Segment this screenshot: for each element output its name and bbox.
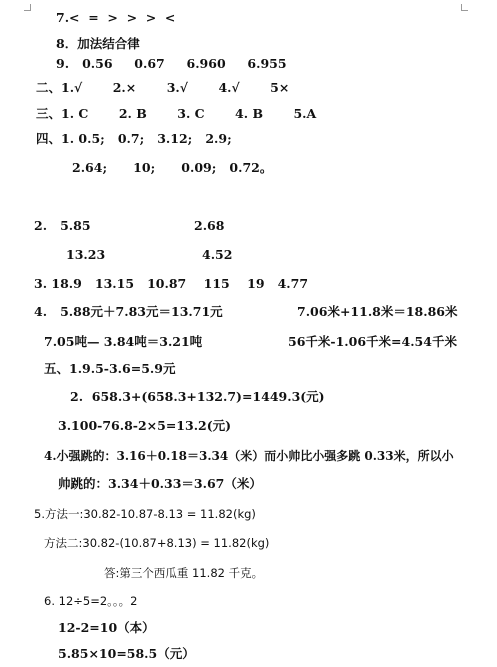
answer-line: 3. 18.9 13.15 10.87 115 19 4.77 xyxy=(34,276,309,291)
answer-line: 2. 658.3+(658.3+132.7)=1449.3(元) xyxy=(70,389,325,404)
answer-line: 4. 5.88元＋7.83元＝13.71元 xyxy=(34,304,223,319)
answer-line: 6. 12÷5=2。。。2 xyxy=(44,594,138,608)
answer-line: 5.方法一:30.82-10.87-8.13 = 11.82(kg) xyxy=(34,507,256,521)
answer-line: 方法二:30.82-(10.87+8.13) = 11.82(kg) xyxy=(44,536,270,550)
answer-line: 8．加法结合律 xyxy=(56,36,140,51)
answer-line: 2.64; 10; 0.09; 0.72。 xyxy=(72,160,273,175)
answer-line: 答:第三个西瓜重 11.82 千克。 xyxy=(104,566,264,580)
answer-line: 二、1.√ 2.× 3.√ 4.√ 5× xyxy=(36,80,290,95)
answer-line: 56千米-1.06千米=4.54千米 xyxy=(288,334,457,349)
crop-mark-top-left xyxy=(24,4,31,11)
answer-line: 2. 5.85 xyxy=(34,218,91,233)
answer-line: 3.100-76.8-2×5=13.2(元) xyxy=(58,418,232,433)
answer-line: 四、1. 0.5; 0.7; 3.12; 2.9; xyxy=(36,131,232,146)
answer-line: 7.< = > > > < xyxy=(56,10,176,25)
answer-line: 7.05吨— 3.84吨＝3.21吨 xyxy=(44,334,203,349)
answer-line: 12-2=10（本） xyxy=(58,620,155,635)
answer-line: 三、1. C 2. B 3. C 4. B 5.A xyxy=(36,106,317,121)
answer-line: 13.23 xyxy=(66,247,106,262)
crop-mark-top-right xyxy=(461,4,468,11)
answer-line: 5.85×10=58.5（元） xyxy=(58,646,195,661)
answer-line: 4.52 xyxy=(202,247,233,262)
answer-line: 4.小强跳的：3.16＋0.18＝3.34（米）而小帅比小强多跳 0.33米，所以小 xyxy=(44,449,454,463)
answer-line: 帅跳的：3.34＋0.33＝3.67（米） xyxy=(58,476,262,491)
answer-line: 7.06米+11.8米＝18.86米 xyxy=(297,304,458,319)
answer-line: 五、1.9.5-3.6=5.9元 xyxy=(44,361,176,376)
answer-line: 9. 0.56 0.67 6.960 6.955 xyxy=(56,56,287,71)
answer-line: 2.68 xyxy=(194,218,225,233)
